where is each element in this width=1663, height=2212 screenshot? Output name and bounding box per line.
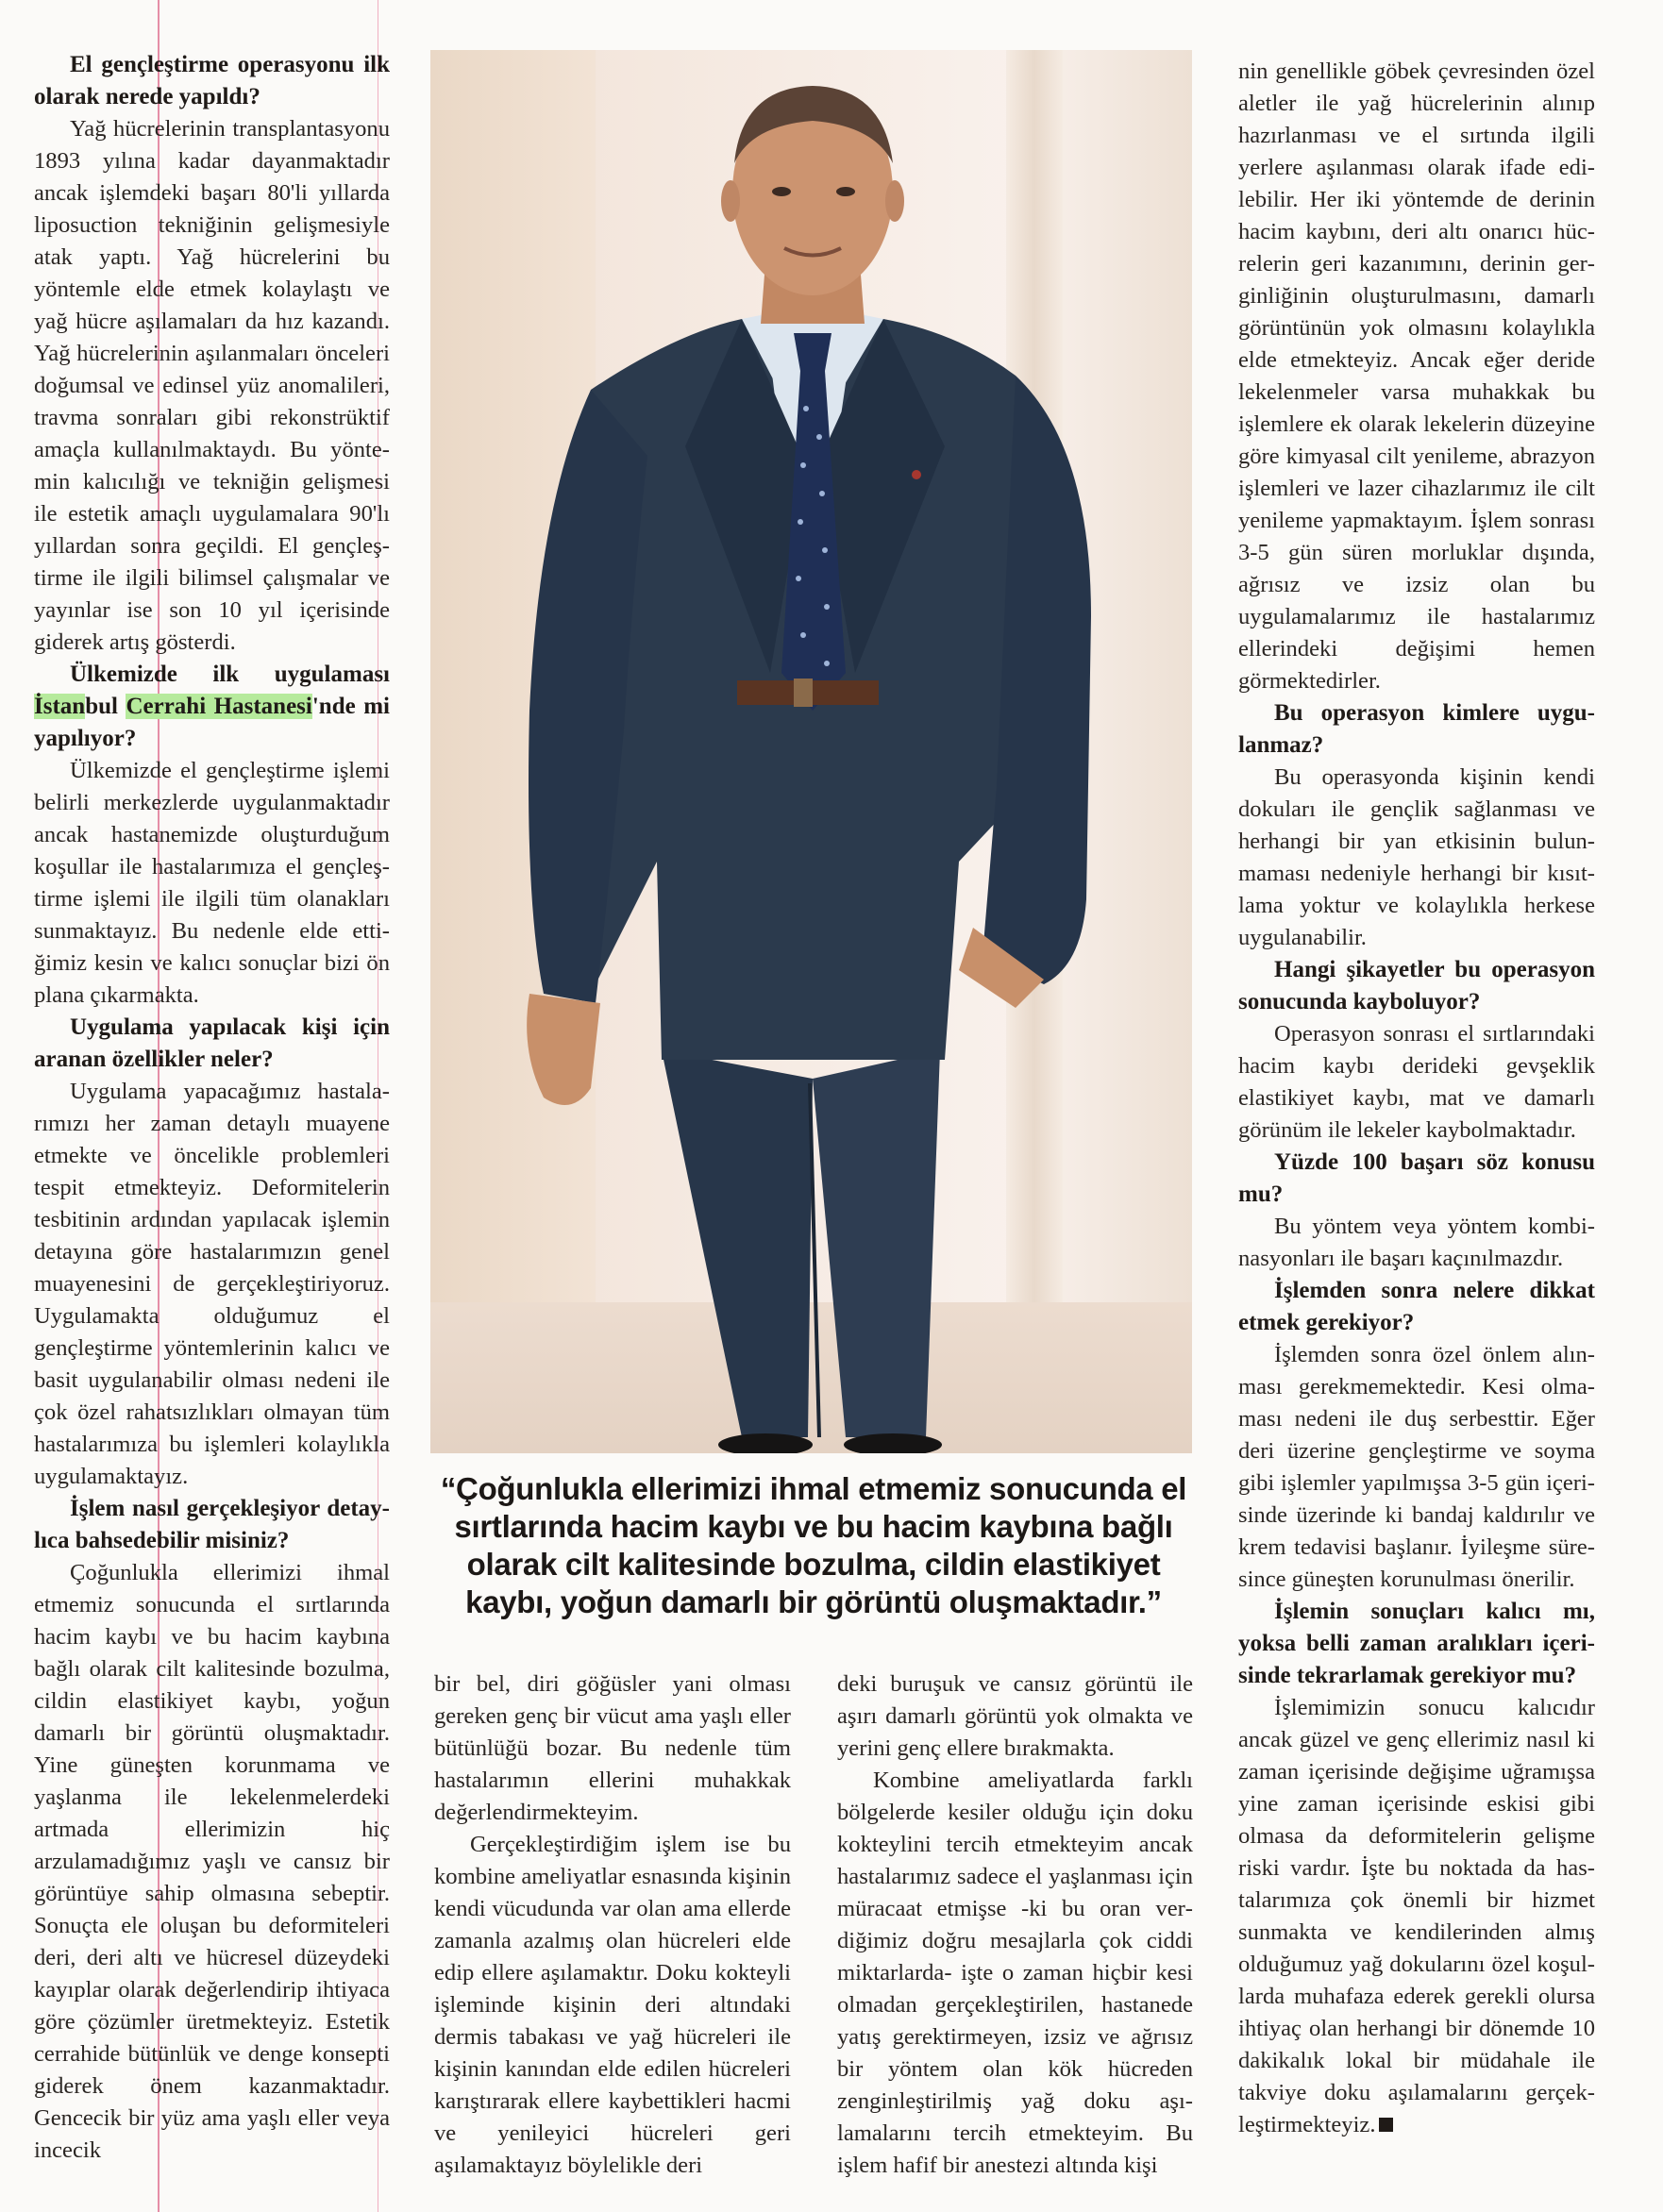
question-heading: Hangi şikayetler bu operasyon sonucunda kayboluyor? (1238, 957, 1595, 1014)
paragraph: Gerçekleştirdiğim işlem ise bu kombine ameliyatlar esnasında kişinin kendi vücudunda var olan ama ellerde zamanla azalmış olan hücreleri elde edip ellere aşılamaktır. Doku kokteyli işleminde kişinin deri altındaki dermis tabakası ve yağ hücreleri ile kişinin kanından elde edilen hücreleri karıştırarak ellere kaybettikleri hacmi ve yenileyici hücreleri geri aşılamaktayız böylelikle deri (434, 1832, 791, 2178)
end-of-article-square-icon (1379, 2118, 1393, 2132)
paragraph-text: İşlemimizin sonucu kalıcıdır ancak güzel ve genç ellerimiz nasıl ki zaman içerisinde değişime uğramışsa yine zaman içerisinde eskisi gibi olmasa da deformitelerin gelişme riski vardır. İşte bu noktada da hastalarımıza çok önemli bir hizmet sunmakta ve kendilerinden almış olduğumuz yağ dokularını özel koşullarda muhafaza ederek gerekli olursa ihtiyaç olan herhangi bir dönemde 10 dakikalık lokal bir müdahale ile takviye doku aşılamalarını gerçekleştirmekteyiz. (1238, 1695, 1595, 2137)
paragraph: Operasyon sonrası el sırtlarındaki hacim kaybı derideki gevşeklik elastikiyet kaybı, mat ve damarlı görünüm ile lekeler kaybolmaktadır. (1238, 1021, 1595, 1143)
article-column-3 (837, 1668, 1193, 2182)
question-heading: İşlemden sonra nelere dikkat etmek gerekiyor? (1238, 1278, 1595, 1335)
man-in-suit-illustration (430, 50, 1192, 1453)
paragraph: Bu operasyonda kişinin kendi dokuları ile gençlik sağlanması ve herhangi bir yan etkisinin bulunmaması nedeniyle herhangi bir kısıtlama yoktur ve kolaylıkla herkese uygulanabilir. (1238, 764, 1595, 950)
paragraph: Yağ hücrelerinin transplantasyonu 1893 yılına kadar dayanmaktadır ancak işlemdeki başarı 80'li yıllarda liposuction tekniğinin gelişmesiyle atak yaptı. Yağ hücrelerini bu yöntemle elde etmek kolaylaştı ve yağ hücre aşılamaları da hız kazandı. Yağ hücrelerinin aşılanmaları önceleri doğumsal ve edinsel yüz anomalileri, travma sonraları gibi rekonstrüktif amaçla kullanılmaktaydı. Bu yöntemin kalıcılığı ve tekniğin gelişmesi ile estetik amaçlı uygulamalara 90'lı yıllardan sonra geçildi. El gençleştirme ile ilgili bilimsel çalışmalar ve yayınlar ise son 10 yıl içerisinde giderek artış gösterdi. (34, 116, 390, 655)
question-heading: Uygulama yapılacak kişi için aranan özellikler neler? (34, 1014, 390, 1072)
paragraph: deki buruşuk ve cansız görüntü ile aşırı damarlı görüntü yok olmakta ve yerini genç ellere bırakmakta. (837, 1671, 1193, 1761)
paragraph: Uygulama yapacağımız hastalarımızı her zaman detaylı muayene etmekte ve öncelikle problemleri tespit etmekteyiz. Deformitelerin tesbitinin ardından yapılacak işlemin detayına göre hastalarımızın genel muayenesini de gerçekleştiriyoruz. Uygulamakta olduğumuz el gençleştirme yöntemlerinin kalıcı ve basit uygulanabilir olması nedeni ile çok özel rahatsızlıkları olmayan tüm hastalarımıza bu işlemleri kolaylıkla uygulamaktayız. (34, 1079, 390, 1489)
paragraph: Bu yöntem veya yöntem kombinasyonları ile başarı kaçınılmazdır. (1238, 1214, 1595, 1271)
heading-text: Ülkemizde ilk uygulaması (70, 662, 390, 687)
paragraph: bir bel, diri göğüsler yani olması gereken genç bir vücut ama yaşlı eller bütünlüğü bozar. Bu nedenle tüm hastalarımın ellerini muhakkak değerlendirmekteyim. (434, 1671, 791, 1825)
question-heading: El gençleştirme operasyonu ilk olarak nerede yapıldı? (34, 52, 390, 109)
question-heading (34, 659, 390, 755)
article-column-4 (1238, 56, 1595, 2141)
paragraph: İşlemden sonra özel önlem alınması gerekmemektedir. Kesi olmaması nedeni ile duş serbesttir. Eğer deri üzerine gençleştirme ve soyma gibi işlemler yapılmışsa 3-5 gün içerisinde üzerinde ki bandaj kaldırılır ve krem tedavisi başlanır. İyileşme süresince güneşten korunulması önerilir. (1238, 1342, 1595, 1592)
paragraph (1238, 1692, 1595, 2141)
question-heading: Bu operasyon kimlere uygulanmaz? (1238, 700, 1595, 758)
question-heading: İşlem nasıl gerçekleşiyor detaylıca bahsedebilir misiniz? (34, 1496, 390, 1553)
paragraph: nin genellikle göbek çevresinden özel aletler ile yağ hücrelerinin alınıp hazırlanması ve el sırtında ilgili yerlere aşılanması olarak ifade edilebilir. Her iki yöntemde de derinin hacim kaybını, deri altı onarıcı hücrelerin geri kazanımını, derinin gerginliğinin oluşturulmasını, damarlı görüntünün yok olmasını kolaylıkla elde etmekteyiz. Ancak eğer deride lekelenmeler varsa muhakkak bu işlemlere ek olarak lekelerin düzeyine göre kimyasal cilt yenileme, abrazyon işlemleri ve lazer cihazlarımız ile cilt yenileme yapmaktayım. İşlem sonrası 3-5 gün süren morluklar dışında, ağrısız ve izsiz olan bu uygulamalarımız ile hastalarımız ellerindeki değişimi hemen görmektedirler. (1238, 59, 1595, 694)
pull-quote: “Çoğunlukla ellerimizi ihmal etmemiz sonucunda el sırtlarında hacim kaybı ve bu hacim kaybına bağlı olarak cilt kalitesinde bozulma, cildin elastikiyet kaybı, yoğun damarlı bir görüntü oluşmaktadır.” (440, 1471, 1187, 1619)
paragraph: Çoğunlukla ellerimizi ihmal etmemiz sonucunda el sırtlarında hacim kaybı ve bu hacim kaybına bağlı olarak cilt kalitesinde bozulma, cildin elastikiyet kaybı, yoğun damarlı bir görüntü oluşmaktadır. Yine güneşten korunmama ve yaşlanma ile lekelenmelerdeki artmada ellerimizin hiç arzulamadığımız yaşlı ve cansız bir görüntüye sahip olmasına sebeptir. Sonuçta ele oluşan bu deformiteleri deri, deri altı ve hücresel düzeydeki kayıplar olarak değerlendirip ihtiyaca göre çözümler üretmekteyiz. Estetik cerrahide bütünlük ve denge konsepti giderek önem kazanmaktadır. Gencecik bir yüz ama yaşlı eller veya incecik (34, 1560, 390, 2163)
highlighted-text: İstan (34, 694, 86, 719)
highlighted-text: Cerrahi Hastanesi (126, 694, 312, 719)
portrait-photo (430, 50, 1192, 1453)
article-column-2 (434, 1668, 791, 2182)
question-heading: İşlemin sonuçları kalıcı mı, yoksa belli zaman aralıkları içerisinde tekrarlamak gerekiyor mu? (1238, 1599, 1595, 1688)
question-heading: Yüzde 100 başarı söz konusu mu? (1238, 1149, 1595, 1207)
heading-text: 'nde mi yapılıyor? (34, 694, 390, 751)
heading-text: bul (85, 694, 126, 719)
paragraph: Ülkemizde el gençleştirme işlemi belirli merkezlerde uygulanmaktadır ancak hastanemizde oluşturduğum koşullar ile hastalarımıza el gençleştirme işlemi ile ilgili tüm olanakları sunmaktayız. Bu nedenle elde ettiğimiz kesin ve kalıcı sonuçlar bizi ön plana çıkarmakta. (34, 758, 390, 1008)
paragraph: Kombine ameliyatlarda farklı bölgelerde kesiler olduğu için doku kokteylini tercih etmekteyim ancak hastalarımız sadece el yaşlanması için müracaat etmişse -ki bu oran verdiğimiz doğru mesajlarla çok ciddi miktarlarda- işte o zaman hiçbir kesi olmadan gerçekleştirilen, hastanede yatış gerektirmeyen, izsiz ve ağrısız bir yöntem olan kök hücreden zenginleştirilmiş yağ doku aşılamalarını tercih etmekteyim. Bu işlem hafif bir anestezi altında kişi (837, 1768, 1193, 2178)
article-column-1 (34, 49, 390, 2167)
